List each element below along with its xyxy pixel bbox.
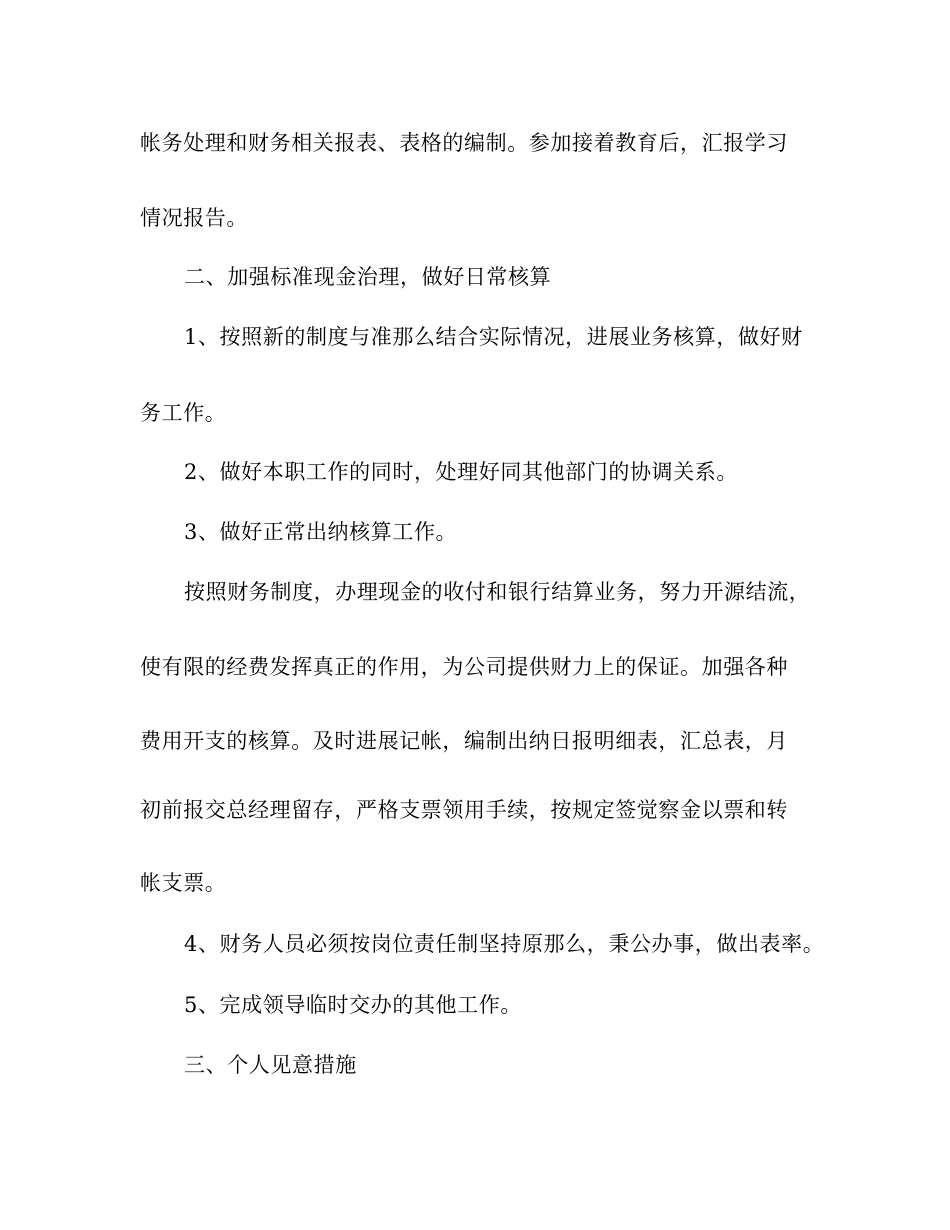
paragraph-line: 按照财务制度，办理现金的收付和银行结算业务，努力开源结流， xyxy=(184,580,811,604)
paragraph-line: 情况报告。 xyxy=(140,206,248,230)
paragraph-line: 使有限的经费发挥真正的作用，为公司提供财力上的保证。加强各种 xyxy=(140,655,788,679)
section-heading: 三、个人见意措施 xyxy=(184,1053,357,1077)
paragraph-line: 帐务处理和财务相关报表、表格的编制。参加接着教育后，汇报学习 xyxy=(140,131,788,155)
list-item: 4、财务人员必须按岗位责任制坚持原那么，秉公办事，做出表率。 xyxy=(184,932,825,956)
list-item: 2、做好本职工作的同时，处理好同其他部门的协调关系。 xyxy=(184,460,738,484)
section-heading: 二、加强标准现金治理，做好日常核算 xyxy=(184,265,552,289)
list-item: 1、按照新的制度与准那么结合实际情况，进展业务核算，做好财 xyxy=(184,325,803,349)
paragraph-line: 务工作。 xyxy=(140,401,227,425)
list-item: 3、做好正常出纳核算工作。 xyxy=(184,520,458,544)
paragraph-line: 费用开支的核算。及时进展记帐，编制出纳日报明细表，汇总表，月 xyxy=(140,729,788,753)
list-item: 5、完成领导临时交办的其他工作。 xyxy=(184,993,522,1017)
paragraph-line: 初前报交总经理留存，严格支票领用手续，按规定签觉察金以票和转 xyxy=(140,798,788,822)
paragraph-line: 帐支票。 xyxy=(140,871,227,895)
